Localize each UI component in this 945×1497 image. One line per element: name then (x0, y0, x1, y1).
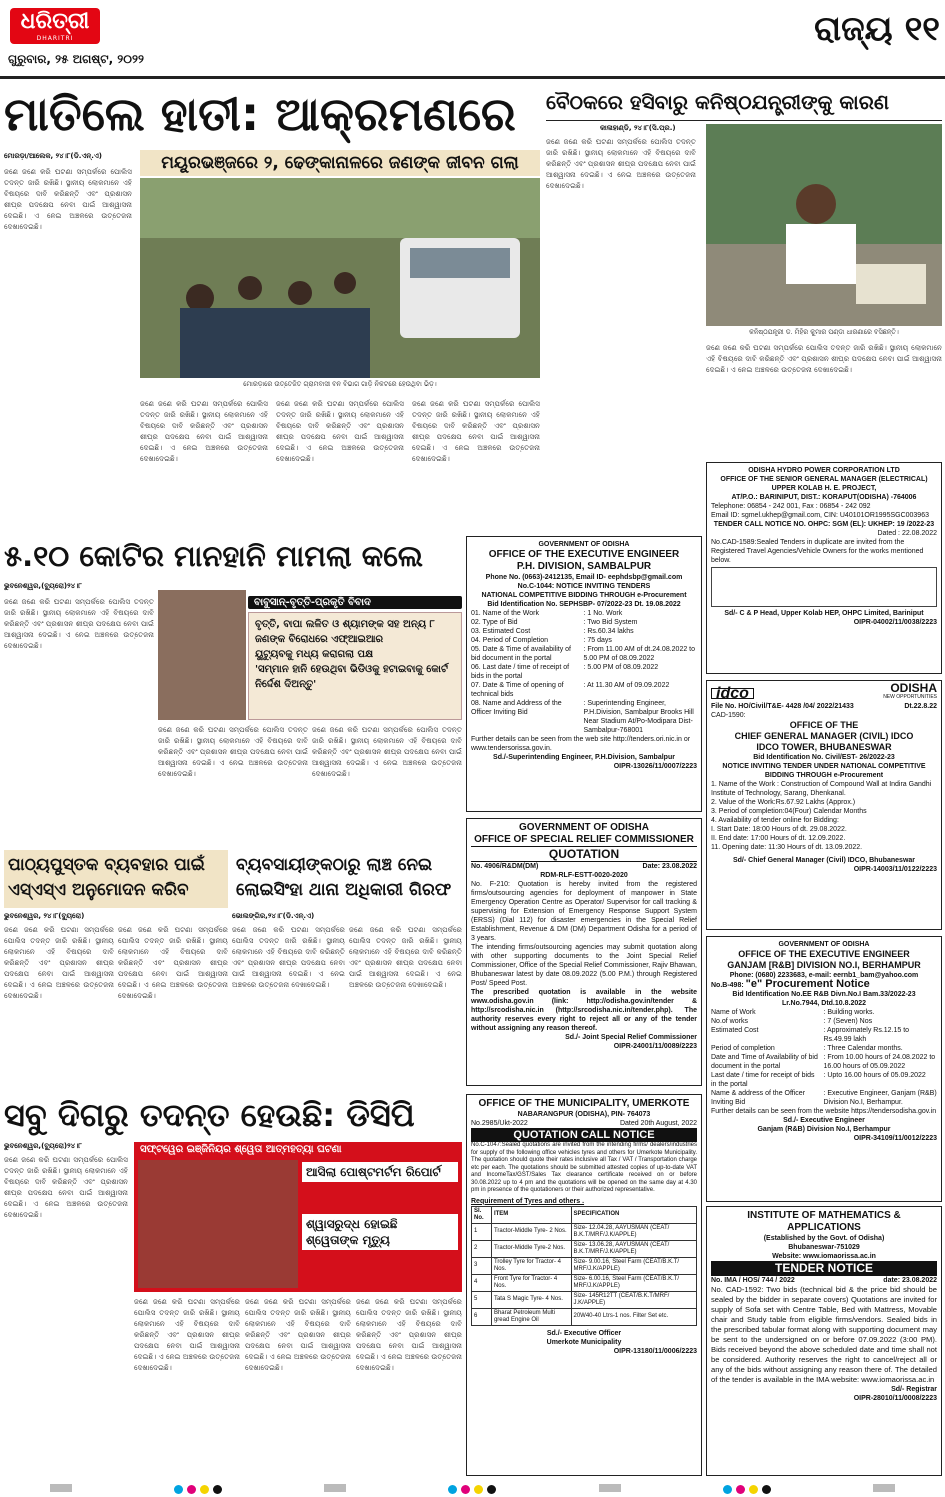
idco-item: 3. Period of completion:04(Four) Calendar Months (711, 808, 867, 815)
lead-dateline: ମୋରଡ଼ା/ଆଲେକ, ୨୪।୮(ଡି.ଏନ୍.ଏ) (4, 152, 102, 160)
ohpc-project: UPPER KOLAB H. E. PROJECT, (771, 485, 877, 492)
idco-item: 2. Value of the Work:Rs.67.92 Lakhs (Approx.) (711, 799, 856, 806)
row-key: Name of Work (711, 1009, 756, 1016)
row-value: : Superintending Engineer, P.H.Division, Sambalpur Brooks Hill Near Stadium At/Po-Modipara Dist-Sambalpur-768001 (583, 700, 694, 734)
table-cell: Tractor-Middle Tyre-2 Nos. (491, 1240, 571, 1257)
table-cell: Size- 13.06.28, AAYUSMAN (CEAT/ B.K.T/MRF/J.K/APPLE) (571, 1240, 697, 1257)
row-value: : Building works. (823, 1009, 875, 1016)
table-row (472, 1240, 697, 1257)
notice-photo-caption: କନିଷ୍ଠଯନ୍ତ୍ରୀ ଡ. ମିହିର କୁମାର ପଣ୍ଡା ଧାରଣାରେ ବସିଛନ୍ତି। (749, 328, 899, 336)
probe-body-col-4: ଜଣେ ଜଣେ କରି ଘଟଣା ସମ୍ପର୍କରେ ପୋଲିସ ତଦନ୍ତ ଜାରି ରଖିଛି। ସ୍ଥାନୀୟ ଲୋକମାନେ ଏହି ବିଷୟରେ ଦାବି କରିଛନ୍ତି ଏବଂ ପ୍ରଶାସନ ଶୀଘ୍ର ପଦକ୍ଷେପ ନେବା ପାଇଁ ଆଶ୍ୱାସନା ଦେଇଛି। ଏ ନେଇ ଅଞ୍ଚଳରେ ଉତ୍ତେଜନା ଦେଖାଦେଇଛି। (356, 1297, 462, 1372)
lead-subhead: ମୟୂରଭଞ୍ଜରେ ୨, ଢେଙ୍କାନାଳରେ ଜଣଙ୍କ ଜୀବନ ଗଲା (140, 150, 540, 176)
relief-text-2: The intending firms/outsourcing agencies may submit quotation along with other supporting documents to the Joint Special Relief Commissioner, Office of the Special Relief Commissioner, Rajiv Bhawan, Bhubaneswar latest by date 08.09.2022 (5.00 P.M.) through Registered Post/ Speed Post. (471, 944, 697, 987)
ohpc-address: AT/P.O.: BARINIPUT, DIST.: KORAPUT(ODISHA) -764006 (731, 494, 917, 501)
row-value: : 75 days (583, 637, 612, 644)
idco-oipr: OIPR-14003/11/0122/2223 (853, 866, 937, 873)
ganjam-sign-2: Ganjam (R&B) Division No.I, Berhampur (757, 1126, 891, 1133)
lead-body-col-1: ଜଣେ ଜଣେ କରି ଘଟଣା ସମ୍ପର୍କରେ ପୋଲିସ ତଦନ୍ତ ଜାରି ରଖିଛି। ସ୍ଥାନୀୟ ଲୋକମାନେ ଏହି ବିଷୟରେ ଦାବି କରିଛନ୍ତି ଏବଂ ପ୍ରଶାସନ ଶୀଘ୍ର ପଦକ୍ଷେପ ନେବା ପାଇଁ ଆଶ୍ୱାସନା ଦେଇଛି। ଏ ନେଇ ଅଞ୍ଚଳରେ ଉତ୍ତେଜନା ଦେଖାଦେଇଛି। (4, 167, 132, 231)
umerkote-sign-2: Umerkote Municipality (546, 1338, 622, 1346)
umerkote-addr: NABARANGPUR (ODISHA), PIN- 764073 (517, 1111, 651, 1118)
idco-dt: Dt.22.8.22 (904, 703, 937, 710)
grey-swatch (324, 1484, 346, 1492)
umerkote-sign-1: Sd./- Executive Officer (546, 1329, 622, 1337)
sambalpur-rows (471, 609, 697, 735)
magenta-dot (736, 1485, 745, 1494)
ganjam-row (711, 1071, 937, 1089)
yellow-dot (749, 1485, 758, 1494)
bribe-headline-1: ବ୍ୟବସାୟୀଙ୍କଠାରୁ ଲାଞ୍ଚ ନେଇ (236, 855, 433, 875)
idco-office-2: CHIEF GENERAL MANAGER (CIVIL) IDCO (734, 731, 914, 741)
sambalpur-office: OFFICE OF THE EXECUTIVE ENGINEER (488, 549, 680, 560)
relief-no-line (471, 862, 697, 871)
row-key: Last date / time for receipt of bids in the portal (711, 1072, 815, 1088)
umerkote-text: No.C-1047:Sealed quotations are invited from the intending firms/ dealers/industries for supply of the following office vehicles tyres and others for Umerkote Municipality. The quotation should quote their rates inclusive all Tax / VAT / Transportation charge etc per each. The quotations should be submitted attested copies of up-to-date VAT and IncomeTax/GST/Sales Tax clearance certificate received on or before 30.08.2022 up to 4 pm and the quotations will be opened on the same day at 4.30 pm in presence of the quotationers or their authorized representative. (471, 1142, 697, 1193)
relief-office: OFFICE OF SPECIAL RELIEF COMMISSIONER (474, 834, 694, 845)
umerkote-office: OFFICE OF THE MUNICIPALITY, UMERKOTE (478, 1098, 690, 1109)
ganjam-title-line (711, 980, 937, 990)
probe-body-col-3: ଜଣେ ଜଣେ କରି ଘଟଣା ସମ୍ପର୍କରେ ପୋଲିସ ତଦନ୍ତ ଜାରି ରଖିଛି। ସ୍ଥାନୀୟ ଲୋକମାନେ ଏହି ବିଷୟରେ ଦାବି କରିଛନ୍ତି ଏବଂ ପ୍ରଶାସନ ଶୀଘ୍ର ପଦକ୍ଷେପ ନେବା ପାଇଁ ଆଶ୍ୱାସନା ଦେଇଛି। ଏ ନେଇ ଅଞ୍ଚଳରେ ଉତ୍ତେଜନା ଦେଖାଦେଇଛି। (245, 1297, 351, 1372)
row-key: 01. Name of the Work (471, 610, 539, 617)
ganjam-row (711, 1044, 937, 1053)
lead-body-col-2: ଜଣେ ଜଣେ କରି ଘଟଣା ସମ୍ପର୍କରେ ପୋଲିସ ତଦନ୍ତ ଜାରି ରଖିଛି। ସ୍ଥାନୀୟ ଲୋକମାନେ ଏହି ବିଷୟରେ ଦାବି କରିଛନ୍ତି ଏବଂ ପ୍ରଶାସନ ଶୀଘ୍ର ପଦକ୍ଷେପ ନେବା ପାଇଁ ଆଶ୍ୱାସନା ଦେଇଛି। ଏ ନେଇ ଅଞ୍ଚଳରେ ଉତ୍ତେଜନା ଦେଖାଦେଇଛି। (140, 399, 268, 463)
sambalpur-sign: Sd./-Superintending Engineer, P.H.Division, Sambalpur (493, 754, 675, 761)
idco-file-line (711, 702, 937, 711)
probe-body-col-2: ଜଣେ ଜଣେ କରି ଘଟଣା ସମ୍ପର୍କରେ ପୋଲିସ ତଦନ୍ତ ଜାରି ରଖିଛି। ସ୍ଥାନୀୟ ଲୋକମାନେ ଏହି ବିଷୟରେ ଦାବି କରିଛନ୍ତି ଏବଂ ପ୍ରଶାସନ ଶୀଘ୍ର ପଦକ୍ଷେପ ନେବା ପାଇଁ ଆଶ୍ୱାସନା ଦେଇଛି। ଏ ନେଇ ଅଞ୍ଚଳରେ ଉତ୍ତେଜନା ଦେଖାଦେଇଛି। (134, 1297, 240, 1372)
grey-swatch (873, 1484, 895, 1492)
umerkote-title: QUOTATION CALL NOTICE (471, 1128, 697, 1142)
defamation-bullet: ୟୁଟ୍ୟୁବକୁ ମଧ୍ୟ କରାଗଲା ପକ୍ଷ (255, 649, 374, 660)
probe-body-col-1: ଜଣେ ଜଣେ କରି ଘଟଣା ସମ୍ପର୍କରେ ପୋଲିସ ତଦନ୍ତ ଜାରି ରଖିଛି। ସ୍ଥାନୀୟ ଲୋକମାନେ ଏହି ବିଷୟରେ ଦାବି କରିଛନ୍ତି ଏବଂ ପ୍ରଶାସନ ଶୀଘ୍ର ପଦକ୍ଷେପ ନେବା ପାଇଁ ଆଶ୍ୱାସନା ଦେଇଛି। ଏ ନେଇ ଅଞ୍ଚଳରେ ଉତ୍ତେଜନା ଦେଖାଦେଇଛି। (4, 1155, 128, 1219)
sambalpur-title: NATIONAL COMPETITIVE BIDDING THROUGH e-Procurement (481, 592, 687, 599)
textbook-head (4, 850, 228, 908)
relief-oipr: OIPR-24001/11/0089/2223 (613, 1043, 697, 1050)
ima-text: No. CAD-1592: Two bids (technical bid & the price bid should be sealed by the bidder in separate covers) Quotations are invited for supply of Sofa set with Centre Table, Bed with Mattress, Movable chair and Study table from eligible firms/vendors. Sealed bids in the prescribed tabular format along with supporting document may be sent to the undersigned on or before 07.09.2022 (3:00 PM). Bids received beyond the above scheduled date and time shall not be considered. Authority reserves the right to cancel/reject all or any of the bids without assigning any reason there of. The detailed of the tender is available in the IMA website: www.iomaorissa.ac.in (711, 1285, 937, 1384)
sambalpur-row (471, 618, 697, 627)
probe-box (134, 1142, 462, 1292)
ganjam-row (711, 1008, 937, 1017)
idco-sign: Sd/- Chief General Manager (Civil) IDCO, Bhubaneswar (732, 857, 916, 864)
relief-gov: GOVERNMENT OF ODISHA (518, 822, 649, 833)
row-value: : Executive Engineer, Ganjam (R&B) Division No.I, Berhampur. (823, 1090, 937, 1106)
ganjam-title: "e" Procurement Notice (745, 978, 870, 990)
row-key: Estimated Cost (711, 1027, 759, 1034)
defamation-headline: ୫.୧୦ କୋଟିର ମାନହାନି ମାମଲା କଲେ (4, 539, 423, 573)
sambalpur-gov: GOVERNMENT OF ODISHA (538, 541, 630, 548)
sambalpur-oipr: OIPR-13026/11/0007/2223 (613, 763, 697, 770)
bribe-head (232, 850, 462, 908)
bribe-dateline: ଭୋଲଙ୍ଗିର,୨୪।୮(ଡି.ଏନ୍.ଏ) (232, 912, 315, 920)
cmyk-dots (172, 1482, 224, 1497)
yellow-dot (200, 1485, 209, 1494)
idco-office-3: IDCO TOWER, BHUBANESWAR (756, 742, 892, 752)
row-value: : Two Bid System (583, 619, 638, 626)
idco-file-no: File No. HO/Civil/T&E- 4428 /04/ 2022/21433 (711, 703, 854, 710)
section-name: ରାଜ୍ୟ (814, 9, 893, 49)
defamation-body-col-3: ଜଣେ ଜଣେ କରି ଘଟଣା ସମ୍ପର୍କରେ ପୋଲିସ ତଦନ୍ତ ଜାରି ରଖିଛି। ସ୍ଥାନୀୟ ଲୋକମାନେ ଏହି ବିଷୟରେ ଦାବି କରିଛନ୍ତି ଏବଂ ପ୍ରଶାସନ ଶୀଘ୍ର ପଦକ୍ଷେପ ନେବା ପାଇଁ ଆଶ୍ୱାସନା ଦେଇଛି। ଏ ନେଇ ଅଞ୍ଚଳରେ ଉତ୍ତେଜନା ଦେଖାଦେଇଛି। (312, 725, 462, 778)
row-key: Date and Time of Availability of bid document in the portal (711, 1054, 818, 1070)
defamation-dateline: ଭୁବନେଶ୍ୱର,(ବ୍ୟୁରୋ)୨୪।୮ (4, 582, 82, 590)
defamation-box-title: ବାବୁସାନ୍-ବୃତ୍ତି-ପ୍ରକୃତି ବିବାଦ (248, 596, 462, 609)
table-cell: Tata S Magic Tyre- 4 Nos. (491, 1291, 571, 1308)
row-value: : Rs.60.34 lakhs (583, 628, 634, 635)
umerkote-req-title: Requirement of Tyres and others . (471, 1197, 585, 1205)
defamation-photo (158, 590, 246, 720)
textbook-body-col-2: ଜଣେ ଜଣେ କରି ଘଟଣା ସମ୍ପର୍କରେ ପୋଲିସ ତଦନ୍ତ ଜାରି ରଖିଛି। ସ୍ଥାନୀୟ ଲୋକମାନେ ଏହି ବିଷୟରେ ଦାବି କରିଛନ୍ତି ଏବଂ ପ୍ରଶାସନ ଶୀଘ୍ର ପଦକ୍ଷେପ ନେବା ପାଇଁ ଆଶ୍ୱାସନା ଦେଇଛି। ଏ ନେଇ ଅଞ୍ଚଳରେ ଉତ୍ତେଜନା ଦେଖାଦେଇଛି। (118, 925, 228, 1000)
magenta-dot (187, 1485, 196, 1494)
ohpc-notice: TENDER CALL NOTICE NO. OHPC: SGM (EL): UKHEP: 19 /2022-23 (713, 521, 935, 528)
ohpc-footer: Sd/- C & P Head, Upper Kolab HEP, OHPC Limited, Bariniput (724, 610, 924, 617)
sambalpur-row (471, 609, 697, 618)
cyan-dot (723, 1485, 732, 1494)
logo-sub: DHARITRI (36, 35, 74, 42)
table-cell: Size- 145R12TT (CEAT/B.K.T/MRF/ J.K/APPLE) (571, 1291, 697, 1308)
cmyk-dots (721, 1482, 773, 1497)
grey-swatch (599, 1484, 621, 1492)
odisha-logo (883, 681, 937, 702)
ohpc-org: ODISHA HYDRO POWER CORPORATION LTD (748, 467, 900, 474)
bribe-body-col-1: ଜଣେ ଜଣେ କରି ଘଟଣା ସମ୍ପର୍କରେ ପୋଲିସ ତଦନ୍ତ ଜାରି ରଖିଛି। ସ୍ଥାନୀୟ ଲୋକମାନେ ଏହି ବିଷୟରେ ଦାବି କରିଛନ୍ତି ଏବଂ ପ୍ରଶାସନ ଶୀଘ୍ର ପଦକ୍ଷେପ ନେବା ପାଇଁ ଆଶ୍ୱାସନା ଦେଇଛି। ଏ ନେଇ ଅଞ୍ଚଳରେ ଉତ୍ତେଜନା ଦେଖାଦେଇଛି। (232, 925, 345, 989)
table-header: Sl. No. (472, 1206, 492, 1223)
table-cell: Bharat Petroleum Multi gread Engine Oil (491, 1308, 571, 1325)
probe-box-title: ସଫ୍ଟୱେର ଇଞ୍ଜିନିୟର ଶ୍ୱେତା ଆତ୍ମହତ୍ୟା ଘଟଣା (140, 1144, 342, 1155)
umerkote-no-line (471, 1119, 697, 1128)
bribe-body-col-2: ଜଣେ ଜଣେ କରି ଘଟଣା ସମ୍ପର୍କରେ ପୋଲିସ ତଦନ୍ତ ଜାରି ରଖିଛି। ସ୍ଥାନୀୟ ଲୋକମାନେ ଏହି ବିଷୟରେ ଦାବି କରିଛନ୍ତି ଏବଂ ପ୍ରଶାସନ ଶୀଘ୍ର ପଦକ୍ଷେପ ନେବା ପାଇଁ ଆଶ୍ୱାସନା ଦେଇଛି। ଏ ନେଇ ଅଞ୍ଚଳରେ ଉତ୍ତେଜନା ଦେଖାଦେଇଛି। (349, 925, 462, 989)
sambalpur-notice: No.C-1044: NOTICE INVITING TENDERS (517, 583, 651, 590)
umerkote-table (471, 1206, 697, 1326)
relief-date: Date: 23.08.2022 (642, 863, 697, 870)
notice-rule (546, 120, 942, 121)
defamation-body-col-1: ଜଣେ ଜଣେ କରି ଘଟଣା ସମ୍ପର୍କରେ ପୋଲିସ ତଦନ୍ତ ଜାରି ରଖିଛି। ସ୍ଥାନୀୟ ଲୋକମାନେ ଏହି ବିଷୟରେ ଦାବି କରିଛନ୍ତି ଏବଂ ପ୍ରଶାସନ ଶୀଘ୍ର ପଦକ୍ଷେପ ନେବା ପାଇଁ ଆଶ୍ୱାସନା ଦେଇଛି। ଏ ନେଇ ଅଞ୍ଚଳରେ ଉତ୍ତେଜନା ଦେଖାଦେଇଛି। (4, 597, 154, 650)
ganjam-no: No.B-498: (711, 982, 744, 989)
sambalpur-further: Further details can be seen from the web site http://tenders.ori.nic.in or www.tendersorissa.gov.in. (471, 736, 691, 752)
table-cell: 20W40-40 Ltrs-1 nos. Filter Set etc. (571, 1308, 697, 1325)
ima-tender (706, 1206, 942, 1476)
ganjam-gov: GOVERNMENT OF ODISHA (778, 941, 870, 948)
idco-nit: NOTICE INVITING TENDER UNDER NATIONAL COMPETITIVE BIDDING THROUGH e-Procurement (722, 763, 926, 779)
row-key: No.of works (711, 1018, 748, 1025)
relief-text: No. F-210: Quotation is hereby invited from the registered firms/outsourcing agencies for deployment of manpower in State Emergency Operation Centre as Operator/ Supervisor for call tracking & supervising for Extension of Emergency Response Support System (ERSS) (Dial 112) for disaster emergencies in the Special Relief Establishment, Revenue & DM (DM) Department Odisha for a period of 3 years. (471, 881, 697, 942)
table-cell: Front Tyre for Tractor- 4 Nos. (491, 1274, 571, 1291)
notice-body-col-1: ଜଣେ ଜଣେ କରି ଘଟଣା ସମ୍ପର୍କରେ ପୋଲିସ ତଦନ୍ତ ଜାରି ରଖିଛି। ସ୍ଥାନୀୟ ଲୋକମାନେ ଏହି ବିଷୟରେ ଦାବି କରିଛନ୍ତି ଏବଂ ପ୍ରଶାସନ ଶୀଘ୍ର ପଦକ୍ଷେପ ନେବା ପାଇଁ ଆଶ୍ୱାସନା ଦେଇଛି। ଏ ନେଇ ଅଞ୍ଚଳରେ ଉତ୍ତେଜନା ଦେଖାଦେଇଛି। (546, 137, 696, 190)
defamation-body-col-2: ଜଣେ ଜଣେ କରି ଘଟଣା ସମ୍ପର୍କରେ ପୋଲିସ ତଦନ୍ତ ଜାରି ରଖିଛି। ସ୍ଥାନୀୟ ଲୋକମାନେ ଏହି ବିଷୟରେ ଦାବି କରିଛନ୍ତି ଏବଂ ପ୍ରଶାସନ ଶୀଘ୍ର ପଦକ୍ଷେପ ନେବା ପାଇଁ ଆଶ୍ୱାସନା ଦେଇଛି। ଏ ନେଇ ଅଞ୍ଚଳରେ ଉତ୍ତେଜନା ଦେଖାଦେଇଛି। (158, 725, 308, 778)
probe-dateline: ଭୁବନେଶ୍ୱର,(ବ୍ୟୁରୋ)୨୪।୮ (4, 1142, 82, 1150)
ohpc-email: Email ID: sgmel.ukhep@gmail.com, CIN: U40101OR1995SGC003963 (711, 512, 929, 519)
black-dot (487, 1485, 496, 1494)
table-cell: 4 (472, 1274, 492, 1291)
ima-title: TENDER NOTICE (711, 1261, 937, 1276)
probe-headline: ସବୁ ଦିଗରୁ ତଦନ୍ତ ହେଉଛି: ଡିସିପି (4, 1096, 415, 1134)
sambalpur-row (471, 627, 697, 636)
sambalpur-row (471, 645, 697, 663)
table-cell: 6 (472, 1308, 492, 1325)
idco-cad: CAD-1590: (711, 712, 746, 719)
ohpc-tender (706, 462, 942, 674)
row-key: 04. Period of Completion (471, 637, 549, 644)
umerkote-oipr: OIPR-13180/11/0006/2223 (613, 1347, 697, 1355)
magenta-dot (461, 1485, 470, 1494)
notice-dateline: କାଳାହାଣ୍ଡି, ୨୪।୮(ସି.ପ୍ର.) (600, 124, 676, 132)
table-header-row (472, 1206, 697, 1223)
relief-ref: RDM-RLF-ESTT-0020-2020 (540, 872, 628, 879)
idco-item: II. End date: 17:00 Hours of dt. 12.09.2022. (711, 835, 846, 842)
table-cell: 2 (472, 1240, 492, 1257)
sambalpur-phone: Phone No. (0663)-2412135, Email ID- eephdsbp@gmail.com (485, 574, 683, 581)
ima-sign: Sd/- Registrar (891, 1386, 937, 1393)
masthead-rule (0, 76, 945, 79)
sambalpur-division: P.H. DIVISION, SAMBALPUR (516, 561, 652, 572)
lead-body-col-4: ଜଣେ ଜଣେ କରି ଘଟଣା ସମ୍ପର୍କରେ ପୋଲିସ ତଦନ୍ତ ଜାରି ରଖିଛି। ସ୍ଥାନୀୟ ଲୋକମାନେ ଏହି ବିଷୟରେ ଦାବି କରିଛନ୍ତି ଏବଂ ପ୍ରଶାସନ ଶୀଘ୍ର ପଦକ୍ଷେପ ନେବା ପାଇଁ ଆଶ୍ୱାସନା ଦେଇଛି। ଏ ନେଇ ଅଞ୍ଚଳରେ ଉତ୍ତେଜନା ଦେଖାଦେଇଛି। (412, 399, 540, 463)
ima-est: (Established by the Govt. of Odisha) (763, 1235, 885, 1242)
sambalpur-row (471, 699, 697, 735)
sambalpur-bid-id: Bid Identification No. SEPHSBP- 07/2022-23 Dt. 19.08.2022 (487, 601, 681, 608)
ohpc-table (711, 567, 937, 607)
umerkote-dated: Dated 20th August, 2022 (619, 1120, 697, 1127)
sambalpur-row (471, 663, 697, 681)
probe-tag-1: ଆସିଲା ପୋଷ୍ଟମର୍ଟମ ରିପୋର୍ଟ (302, 1162, 458, 1182)
idco-logo: idco (711, 688, 754, 699)
umerkote-tender (466, 1094, 702, 1476)
defamation-box (248, 590, 462, 720)
relief-tender (466, 818, 702, 1086)
table-cell: Tractor-Middle Tyre- 2 Nos. (491, 1223, 571, 1240)
page-number: ୧୧ (904, 9, 940, 49)
row-value: : 7 (Seven) Nos (823, 1018, 873, 1025)
ima-no-line (711, 1276, 937, 1285)
notice-photo (706, 124, 942, 326)
registration-marks (0, 1482, 945, 1494)
odisha-text: ODISHA (890, 681, 937, 695)
bribe-headline-2: ଲୋଇସିଂହା ଥାନା ଅଧିକାରୀ ଗିରଫ (236, 880, 452, 900)
probe-tag-2: ଶ୍ୱାସରୁଦ୍ଧ ହୋଇଛି ଶ୍ୱେତାଙ୍କ ମୃତ୍ୟୁ (302, 1214, 458, 1250)
ganjam-phone: Phone: (0680) 2233683, e-mail: eernb1_bam@yahoo.com (729, 972, 919, 979)
row-key: Name & address of the Officer Inviting Bid (711, 1090, 806, 1106)
ganjam-office: OFFICE OF THE EXECUTIVE ENGINEER (738, 949, 910, 959)
ima-no: No. IMA / HOS/ 744 / 2022 (711, 1277, 795, 1284)
table-row (472, 1257, 697, 1274)
table-header: SPECIFICATION (571, 1206, 697, 1223)
idco-bid: Bid Identification No. Civil/EST- 26/2022-23 (753, 754, 895, 761)
ima-oipr: OIPR-28010/11/0008/2223 (853, 1395, 937, 1402)
row-key: 02. Type of Bid (471, 619, 518, 626)
relief-no: No. 4906/R&DM(DM) (471, 863, 539, 870)
ohpc-phone: Telephone: 06854 - 242 001, Fax : 06854 - 242 092 (711, 503, 871, 510)
sambalpur-tender (466, 536, 702, 812)
ganjam-row (711, 1089, 937, 1107)
section-label (770, 4, 940, 54)
table-row (472, 1223, 697, 1240)
row-key: Period of completion (711, 1045, 775, 1052)
grey-swatch (50, 1484, 72, 1492)
row-value: : From 11.00 AM of dt.24.08.2022 to 5.00 PM of 08.09.2022 (583, 646, 696, 662)
textbook-body-col-1: ଜଣେ ଜଣେ କରି ଘଟଣା ସମ୍ପର୍କରେ ପୋଲିସ ତଦନ୍ତ ଜାରି ରଖିଛି। ସ୍ଥାନୀୟ ଲୋକମାନେ ଏହି ବିଷୟରେ ଦାବି କରିଛନ୍ତି ଏବଂ ପ୍ରଶାସନ ଶୀଘ୍ର ପଦକ୍ଷେପ ନେବା ପାଇଁ ଆଶ୍ୱାସନା ଦେଇଛି। ଏ ନେଇ ଅଞ୍ଚଳରେ ଉତ୍ତେଜନା ଦେଖାଦେଇଛି। (4, 925, 114, 1000)
ganjam-row (711, 1053, 937, 1071)
sambalpur-row (471, 681, 697, 699)
idco-office-1: OFFICE OF THE (789, 720, 859, 730)
row-value: : Approximately Rs.12.15 to Rs.49.99 lakh (823, 1027, 910, 1043)
table-cell: Trolley Tyre for Tractor- 4 Nos. (491, 1257, 571, 1274)
relief-text-3: The prescribed quotation is available in the website www.odisha.gov.in (link: http://odisha.gov.in/tender & http://srcodisha.nic.in (http://srcodisha.nic.in/tender.php). The authority reserves every right to reject all or any of the tender without assigning any reason thereof. (471, 989, 697, 1032)
ganjam-sign-1: Sd./- Executive Engineer (783, 1117, 865, 1124)
ganjam-division: GANJAM [R&B] DIVISION NO.I, BERHAMPUR (727, 960, 921, 970)
ima-date: date: 23.08.2022 (883, 1277, 937, 1284)
black-dot (762, 1485, 771, 1494)
table-cell: Size- 6.00.16, Steel Farm (CEAT/B.K.T/ MRF/J.K/APPLE) (571, 1274, 697, 1291)
row-key: 08. Name and Address of the Officer Inviting Bid (471, 700, 562, 716)
ohpc-dated: Dated : 22.08.2022 (877, 530, 937, 537)
ohpc-oipr: OIPR-04002/11/0038/2223 (853, 619, 937, 626)
idco-tender (706, 680, 942, 930)
relief-title: QUOTATION (471, 846, 697, 862)
table-cell: 5 (472, 1291, 492, 1308)
row-value: : Upto 16.00 hours of 05.09.2022 (823, 1072, 926, 1079)
row-value: : 5.00 PM of 08.09.2022 (583, 664, 659, 671)
row-key: 07. Date & Time of opening of technical bids (471, 682, 564, 698)
notice-headline: ବୈଠକରେ ହସିବାରୁ କନିଷ୍ଠଯନ୍ତ୍ରୀଙ୍କୁ କାରଣ (546, 90, 889, 114)
table-row (472, 1308, 697, 1325)
lead-photo (140, 178, 540, 378)
defamation-bullet: 'ସମ୍ମାନ ହାନି ହେଉଥିବା ଭିଡିଓକୁ ହଟାଇବାକୁ କୋର୍ଟ ନିର୍ଦ୍ଦେଶ ଦିଅନ୍ତୁ' (255, 664, 448, 690)
textbook-headline-2: ଏସ୍‌ଏସ୍‌ଏ ଅନୁମୋଦନ କରିବ (8, 880, 189, 900)
table-cell: Size- 9.00.16, Steel Farm (CEAT/B.K.T/ MRF/J.K/APPLE) (571, 1257, 697, 1274)
umerkote-no: No.2985/Ukt-2022 (471, 1120, 528, 1127)
row-key: 03. Estimated Cost (471, 628, 531, 635)
table-cell: 3 (472, 1257, 492, 1274)
ganjam-oipr: OIPR-34109/11/0012/2223 (853, 1135, 937, 1142)
ima-city: Bhubaneswar-751029 (788, 1244, 860, 1251)
table-row (472, 1274, 697, 1291)
cyan-dot (174, 1485, 183, 1494)
textbook-dateline: ଭୁବନେଶ୍ୱର, ୨୪।୮(ବ୍ୟୁରୋ) (4, 912, 85, 920)
table-cell: 1 (472, 1223, 492, 1240)
lead-body-col-3: ଜଣେ ଜଣେ କରି ଘଟଣା ସମ୍ପର୍କରେ ପୋଲିସ ତଦନ୍ତ ଜାରି ରଖିଛି। ସ୍ଥାନୀୟ ଲୋକମାନେ ଏହି ବିଷୟରେ ଦାବି କରିଛନ୍ତି ଏବଂ ପ୍ରଶାସନ ଶୀଘ୍ର ପଦକ୍ଷେପ ନେବା ପାଇଁ ଆଶ୍ୱାସନା ଦେଇଛି। ଏ ନେଇ ଅଞ୍ଚଳରେ ଉତ୍ତେଜନା ଦେଖାଦେଇଛି। (276, 399, 404, 463)
row-value: : At 11.30 AM of 09.09.2022 (583, 682, 670, 689)
row-value: : 1 No. Work (583, 610, 623, 617)
logo (10, 8, 100, 44)
lead-headline: ମାତିଲେ ହାତୀ: ଆକ୍ରମଣରେ (4, 87, 516, 141)
sambalpur-row (471, 636, 697, 645)
probe-photo (138, 1160, 298, 1288)
ima-name: INSTITUTE OF MATHEMATICS & APPLICATIONS (747, 1210, 901, 1233)
ganjam-bid: Bid Identification No.EE R&B Divn.No.I Bam.33/2022-23 (732, 991, 916, 998)
cmyk-dots (446, 1482, 498, 1497)
notice-body-col-2: ଜଣେ ଜଣେ କରି ଘଟଣା ସମ୍ପର୍କରେ ପୋଲିସ ତଦନ୍ତ ଜାରି ରଖିଛି। ସ୍ଥାନୀୟ ଲୋକମାନେ ଏହି ବିଷୟରେ ଦାବି କରିଛନ୍ତି ଏବଂ ପ୍ରଶାସନ ଶୀଘ୍ର ପଦକ୍ଷେପ ନେବା ପାଇଁ ଆଶ୍ୱାସନା ଦେଇଛି। ଏ ନେଇ ଅଞ୍ଚଳରେ ଉତ୍ତେଜନା ଦେଖାଦେଇଛି। (706, 343, 942, 374)
table-row (472, 1291, 697, 1308)
ima-web: Website: www.iomaorissa.ac.in (772, 1253, 876, 1260)
ganjam-lr: Lr.No.7944, Dtd.10.8.2022 (781, 1000, 867, 1007)
idco-item: 11. Opening date: 11:30 Hours of dt. 13.09.2022. (711, 844, 863, 851)
masthead (0, 0, 945, 80)
yellow-dot (474, 1485, 483, 1494)
ganjam-row (711, 1026, 937, 1044)
idco-item: 1. Name of the Work : Construction of Compound Wall at Indira Gandhi Institute of Technology, Sarang, Dhenkanal. (711, 781, 932, 797)
row-key: 05. Date & Time of availability of bid document in the portal (471, 646, 571, 662)
registration-strip (0, 1482, 945, 1497)
textbook-headline-1: ପାଠ୍ୟପୁସ୍ତକ ବ୍ୟବହାର ପାଇଁ (8, 855, 205, 875)
table-header: ITEM (491, 1206, 571, 1223)
idco-item: 4. Availability of tender online for Bidding: (711, 817, 839, 824)
idco-item: I. Start Date: 18:00 Hours of dt. 29.08.2022. (711, 826, 847, 833)
ohpc-office: OFFICE OF THE SENIOR GENERAL MANAGER (ELECTRICAL) (720, 476, 928, 483)
crowd-photo-graphic (140, 178, 540, 378)
idco-logos (711, 681, 937, 702)
row-key: 06. Last date / time of receipt of bids in the portal (471, 664, 570, 680)
row-value: : From 10.00 hours of 24.08.2022 to 16.00 hours of 05.09.2022 (823, 1054, 936, 1070)
logo-text: ଧରିତ୍ରୀ (20, 9, 90, 34)
table-cell: Size- 12.04.28, AAYUSMAN (CEAT/ B.K.T/MRF/J.K/APPLE) (571, 1223, 697, 1240)
row-value: : Three Calendar months. (823, 1045, 903, 1052)
lead-photo-caption: ମୋରଡ଼ାରେ ଉତ୍ତେଜିତ ଗ୍ରାମବାସୀ ବନ ବିଭାଗ ଗାଡ଼ି ନିକଟରେ ହେଉଥିବା ଭିଡ଼। (243, 380, 437, 388)
defamation-bullet: ବୃତ୍ତି, ବାପା ଲଳିତ ଓ ଶ୍ୟାମଙ୍କ ସହ ଅନ୍ୟ ୮ ଜଣଙ୍କ ବିରୋଧରେ ଏଫ୍‌ଆଇଆର (255, 619, 435, 645)
protest-photo-graphic (706, 124, 942, 326)
black-dot (213, 1485, 222, 1494)
defamation-bullets (248, 612, 462, 720)
cyan-dot (448, 1485, 457, 1494)
relief-sign: Sd./- Joint Special Relief Commissioner (565, 1034, 697, 1041)
ganjam-further: Further details can be seen from the website https://tendersodisha.gov.in (711, 1108, 937, 1115)
ganjam-row (711, 1017, 937, 1026)
date-line: ଗୁରୁବାର, ୨୫ ଅଗଷ୍ଟ, ୨୦୨୨ (8, 52, 144, 66)
ohpc-cad: No.CAD-1589:Sealed Tenders in duplicate are invited from the Registered Travel Agencies/Vehicle Owners for the works mentioned below. (711, 539, 924, 564)
odisha-tagline: NEW OPPORTUNITIES (883, 694, 937, 700)
ganjam-tender (706, 936, 942, 1202)
